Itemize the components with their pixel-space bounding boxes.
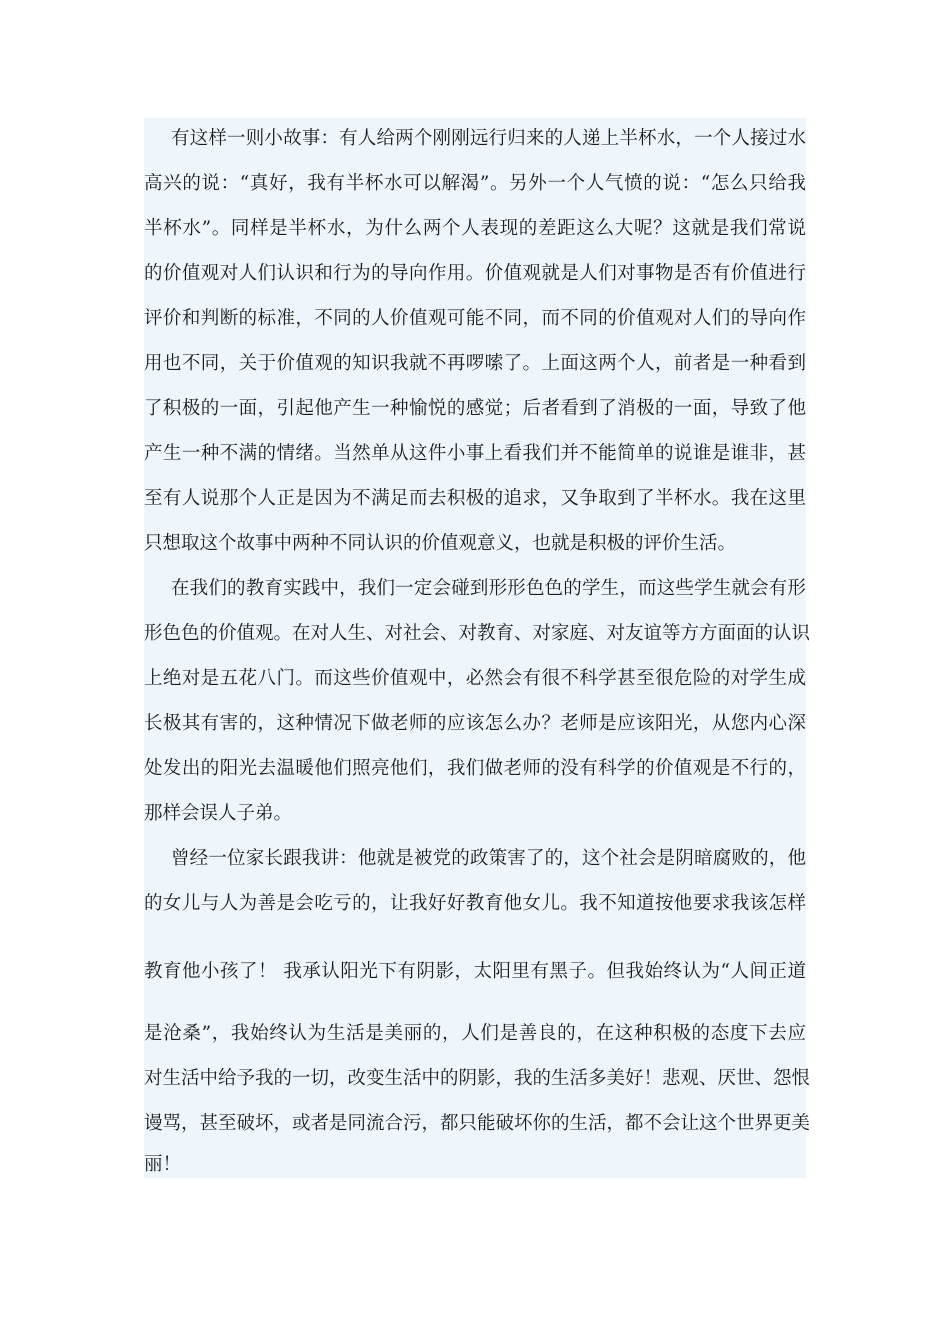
text-line: 长极其有害的，这种情况下做老师的应该怎么办？老师是应该阳光，从您内心深 <box>144 713 806 734</box>
text-line: 产生一种不满的情绪。当然单从这件小事上看我们并不能简单的说谁是谁非，甚 <box>144 443 806 464</box>
text-line: 是沧桑”，我始终认为生活是美丽的，人们是善良的，在这种积极的态度下去应 <box>144 1023 806 1044</box>
text-line: 了积极的一面，引起他产生一种愉悦的感觉；后者看到了消极的一面，导致了他 <box>144 398 806 419</box>
text-line: 在我们的教育实践中，我们一定会碰到形形色色的学生，而这些学生就会有形 <box>171 578 806 599</box>
text-line: 谩骂，甚至破坏，或者是同流合污，都只能破坏你的生活，都不会让这个世界更美 <box>144 1113 811 1134</box>
text-line: 上绝对是五花八门。而这些价值观中，必然会有很不科学甚至很危险的对学生成 <box>144 668 806 689</box>
text-line: 评价和判断的标准，不同的人价值观可能不同，而不同的价值观对人们的导向作 <box>144 308 806 329</box>
text-line: 形色色的价值观。在对人生、对社会、对教育、对家庭、对友谊等方方面面的认识 <box>144 623 811 644</box>
text-line: 曾经一位家长跟我讲：他就是被党的政策害了的，这个社会是阴暗腐败的，他 <box>171 848 806 869</box>
text-line: 对生活中给予我的一切，改变生活中的阴影，我的生活多美好！悲观、厌世、怨恨 <box>144 1068 811 1089</box>
highlighted-text-block <box>144 118 811 1178</box>
text-line: 的价值观对人们认识和行为的导向作用。价值观就是人们对事物是否有价值进行 <box>144 263 806 284</box>
text-line: 至有人说那个人正是因为不满足而去积极的追求，又争取到了半杯水。我在这里 <box>144 488 806 509</box>
text-line: 那样会误人子弟。 <box>144 803 293 824</box>
text-line: 丽！ <box>144 1154 182 1175</box>
text-line: 教育他小孩了！ 我承认阳光下有阴影，太阳里有黑子。但我始终认为“人间正道 <box>144 961 806 982</box>
text-line: 只想取这个故事中两种不同认识的价值观意义，也就是积极的评价生活。 <box>144 533 737 554</box>
text-line: 有这样一则小故事：有人给两个刚刚远行归来的人递上半杯水，一个人接过水 <box>171 128 806 149</box>
text-line: 高兴的说：“真好，我有半杯水可以解渴”。另外一个人气愤的说：“怎么只给我 <box>144 173 806 194</box>
text-line: 半杯水”。同样是半杯水，为什么两个人表现的差距这么大呢？这就是我们常说 <box>144 218 806 239</box>
text-line: 的女儿与人为善是会吃亏的，让我好好教育他女儿。我不知道按他要求我该怎样 <box>144 893 806 914</box>
text-line: 用也不同，关于价值观的知识我就不再啰嗦了。上面这两个人，前者是一种看到 <box>144 353 806 374</box>
text-line: 处发出的阳光去温暖他们照亮他们，我们做老师的没有科学的价值观是不行的， <box>144 758 806 779</box>
